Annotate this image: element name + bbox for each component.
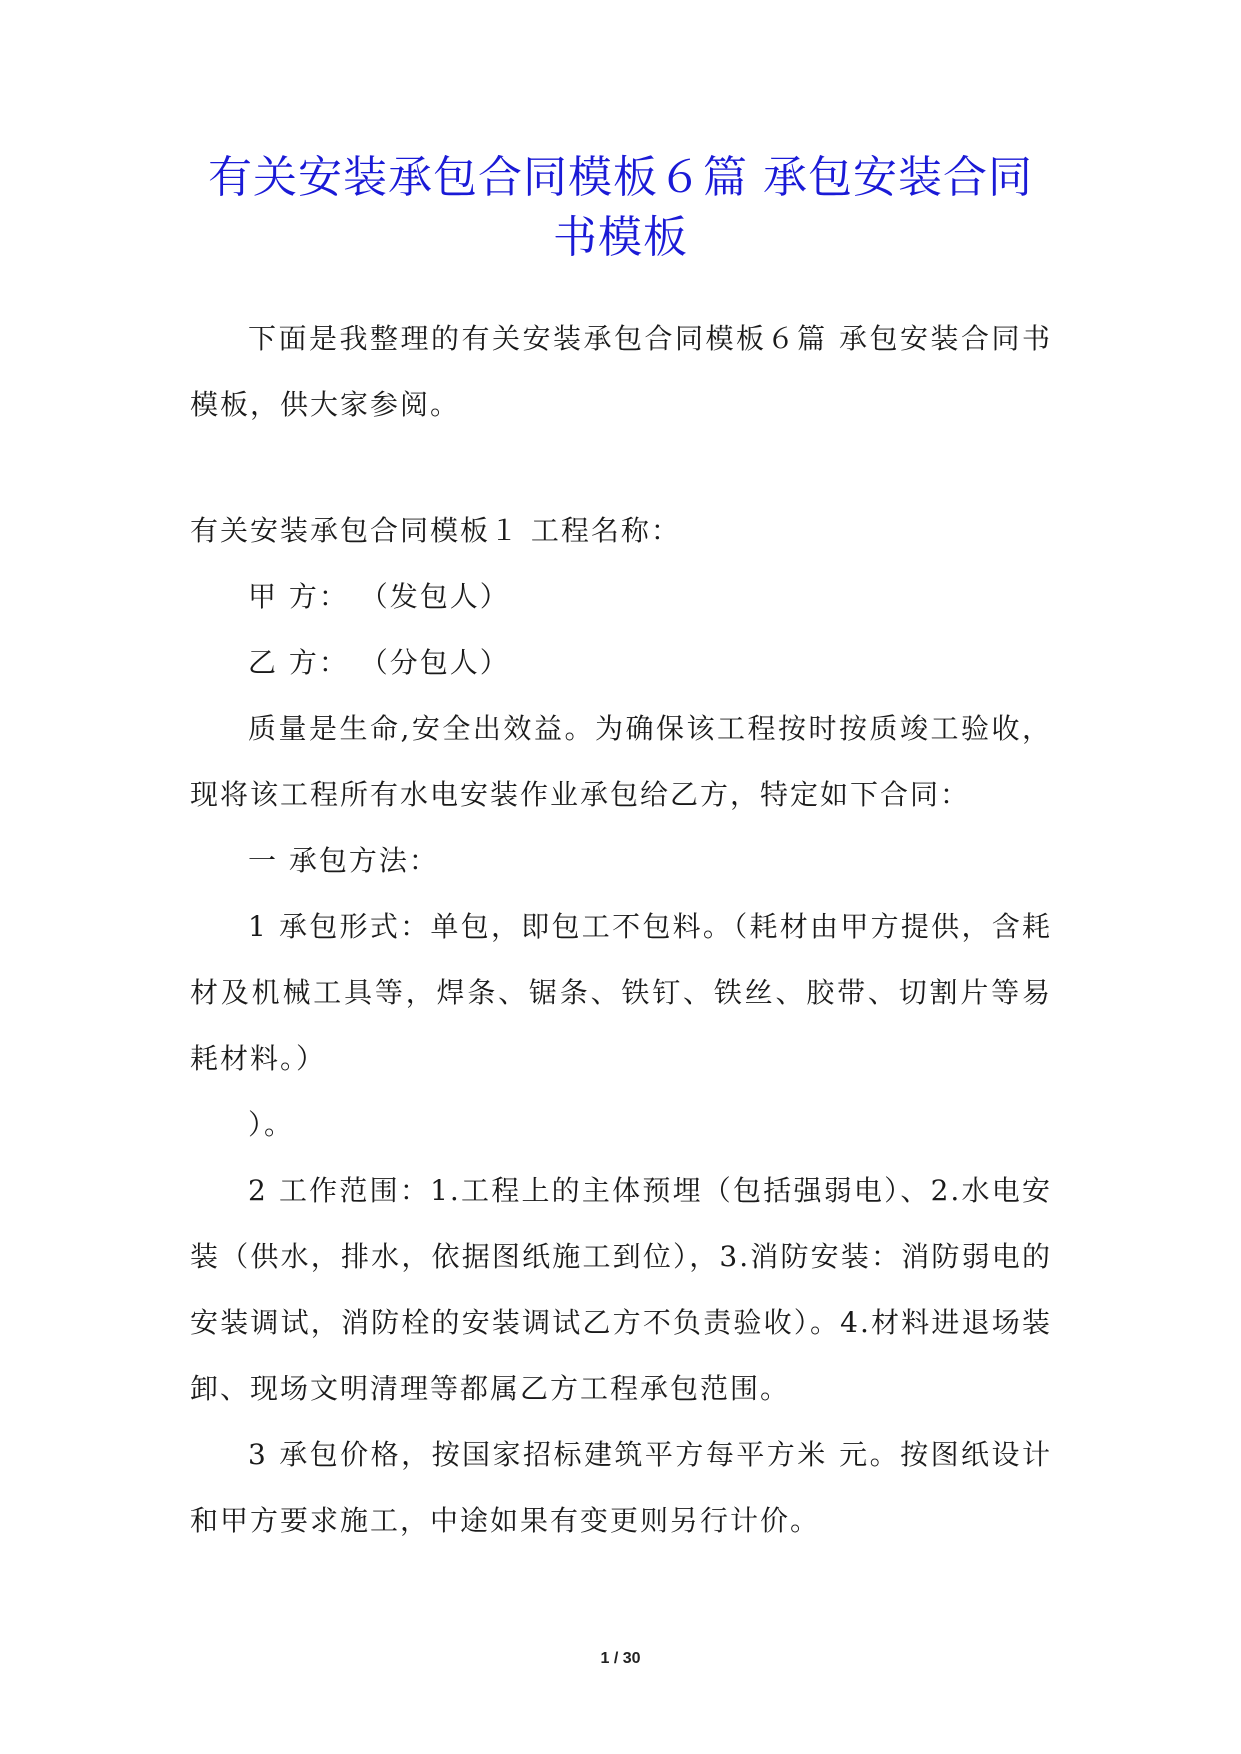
title-line-2: 书模板: [553, 212, 688, 263]
clause-2: 2 工作范围：1.工程上的主体预埋（包括强弱电）、2.水电安装（供水，排水，依据图纸施工到位），3.消防安装：消防弱电的安装调试，消防栓的安装调试乙方不负责验收）。4.材料进退场装卸、现场文明清理等都属乙方工程承包范围。: [190, 1174, 1052, 1405]
party-b-line: 乙 方： （分包人）: [248, 646, 510, 679]
party-a-line: 甲 方： （发包人）: [248, 580, 510, 613]
page-number: 1 / 30: [600, 1650, 641, 1667]
preamble-paragraph: 质量是生命,安全出效益。为确保该工程按时按质竣工验收，现将该工程所有水电安装作业承包给乙方，特定如下合同：: [190, 712, 1052, 811]
section-heading: 一 承包方法：: [248, 844, 439, 877]
clause-1-close: ）。: [248, 1108, 295, 1141]
document-title: [160, 148, 1081, 268]
title-line-1: 有关安装承包合同模板６篇 承包安装合同: [208, 152, 1033, 203]
clause-1: 1 承包形式：单包，即包工不包料。（耗材由甲方提供，含耗材及机械工具等，焊条、锯条、铁钉、铁丝、胶带、切割片等易耗材料。）: [190, 910, 1052, 1075]
clause-3: 3 承包价格，按国家招标建筑平方每平方米 元。按图纸设计和甲方要求施工，中途如果有变更则另行计价。: [190, 1438, 1052, 1537]
contract-heading: 有关安装承包合同模板１ 工程名称：: [190, 514, 681, 547]
document-body: [190, 306, 1052, 1554]
intro-paragraph: 下面是我整理的有关安装承包合同模板６篇 承包安装合同书模板，供大家参阅。: [190, 322, 1052, 421]
